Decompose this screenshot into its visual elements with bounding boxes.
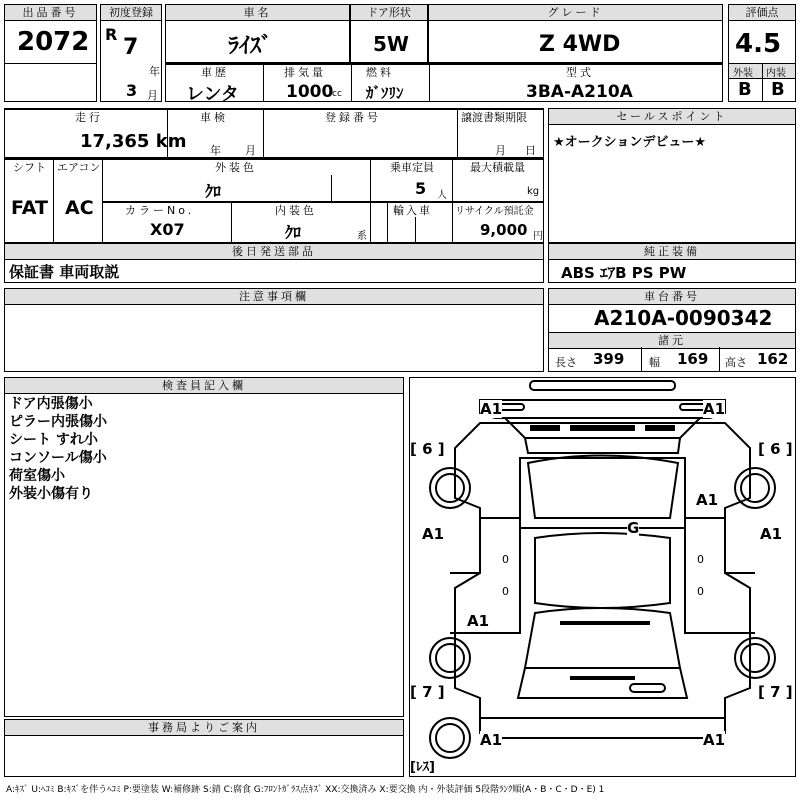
fuel: ｶﾞｿﾘﾝ [366,84,404,102]
mark-a1-fr: A1 [703,400,726,418]
ext-color: ｸﾛ [205,182,222,201]
tire-fl-label: [ 6 ] [410,440,445,458]
tire-fr-label: [ 6 ] [758,440,793,458]
grade-box [428,4,723,63]
car-name: ﾗｲｽﾞ [228,34,273,59]
later-items-label: 後日発送部品 [5,244,543,260]
rear-window [525,608,680,668]
right-doors [685,518,725,633]
wid-label: 幅 [649,356,660,369]
tire-rl-label: [ 7 ] [410,683,445,701]
later-items-box [4,243,544,283]
zero-r: 0 [697,553,704,566]
mark-a1-side-r: A1 [760,525,783,543]
fuel-label: 燃料 [366,66,394,79]
mark-g: G [627,519,640,537]
mark-a1-rr: A1 [703,731,726,749]
office-label: 事務局よりご案内 [5,720,403,736]
info-row [4,108,544,158]
inspector-line: コンソール傷小 [9,450,107,466]
reg-month: 3 [126,81,138,100]
month-unit: 月 [147,89,158,102]
int-color-label: 内装色 [275,204,317,217]
inspector-line: 荷室傷小 [9,468,65,484]
later-items: 保証書 車両取説 [9,263,120,281]
hgt-label: 高さ [725,356,747,369]
first-reg-label: 初度登録 [101,5,161,21]
score-label: 評価点 [729,5,795,21]
import-label: 輸入車 [393,204,432,217]
sales-point-box [548,108,796,243]
notes-box [4,288,544,372]
spec-row [4,158,544,243]
mileage-label: 走行 [75,111,103,124]
equipment-box [548,243,796,283]
zero-l: 0 [502,553,509,566]
aircon: AC [65,197,94,219]
lot-number: 2072 [17,27,90,57]
shift-label: シフト [13,161,46,174]
mileage: 17,365 km [80,131,187,152]
mark-a1-rl: A1 [480,731,503,749]
reg-no-label: 登録番号 [325,111,381,124]
history-label: 車歴 [201,66,229,79]
insp-month: 月 [245,144,256,157]
inspector-box [4,377,404,717]
int-grade: B [771,79,785,100]
lot-box [4,4,97,102]
door-type: 5W [373,32,409,56]
transfer-month: 月 [495,144,506,157]
shift: FAT [11,197,48,219]
capacity: 5 [415,179,427,198]
score: 4.5 [735,29,782,59]
inspector-line: 外装小傷有り [9,486,93,502]
legend: A:ｷｽﾞ U:ﾍｺﾐ B:ｷｽﾞを伴うﾍｺﾐ P:要塗装 W:補修跡 S:錆 C:腐食 G:ﾌﾛﾝﾄｶﾞﾗｽ点ｷｽﾞ XX:交換済み X:要交換 内・外装評価 5段階ﾗﾝｸ順(A・B・C・D・E) 1 [6,785,605,795]
inspection-label: 車検 [200,111,228,124]
year-unit: 年 [149,65,160,78]
car-name-box [165,4,350,63]
capacity-label: 乗車定員 [390,161,434,174]
zero-r2: 0 [697,585,704,598]
mark-a1-side-l: A1 [422,525,445,543]
score-box [728,4,796,102]
length: 399 [593,350,625,368]
office-box [4,719,404,777]
max-load-label: 最大積載量 [470,161,525,174]
color-no-label: カラーNo. [125,204,195,217]
mark-a1-fl: A1 [480,400,503,418]
grade: Z 4WD [539,32,621,57]
height: 162 [757,350,789,368]
int-color: ｸﾛ [285,223,302,242]
transfer-day: 日 [525,144,536,157]
first-reg-box [100,4,162,102]
inspector-lines [9,395,107,503]
door-box [350,4,428,63]
notes-label: 注意事項欄 [5,289,543,305]
mark-a1-right-mid: A1 [696,491,719,509]
inspector-line: ドア内張傷小 [9,396,93,412]
history-row [165,63,723,105]
model-label: 型式 [566,66,594,79]
aircon-label: エアコン [57,161,101,174]
int-color-unit: 系 [357,231,367,242]
recycle-unit: 円 [533,231,543,242]
reg-year: 7 [123,35,139,60]
mark-a1-left-low: A1 [467,612,490,630]
door-label: ドア形状 [351,5,427,21]
chassis-number: A210A-0090342 [594,306,773,330]
tire-rr-label: [ 7 ] [758,683,793,701]
sales-point-label: セールスポイント [549,109,795,125]
displacement-unit: cc [332,89,342,99]
rear-bumper [480,718,725,738]
chassis-box [548,288,796,372]
capacity-unit: 人 [437,190,447,201]
max-load-unit: kg [527,186,540,197]
recycle-label: リサイクル預託金 [455,206,534,217]
specs-label: 諸元 [549,332,795,349]
ext-label: 外装 [733,68,753,79]
lot-label: 出品番号 [5,5,96,21]
recycle: 9,000 [480,221,528,239]
era: R [105,25,118,44]
sales-point: ★オークションデビュー★ [553,135,707,150]
diagram-box [409,377,796,777]
front-bumper-strip [530,381,675,390]
equipment-label: 純正装備 [549,244,795,260]
equipment: ABS ｴｱB PS PW [561,264,687,282]
spare-label: [ﾚｽ] [410,760,435,775]
zero-l2: 0 [502,585,509,598]
transfer-label: 譲渡書類期限 [461,111,527,124]
int-label: 内装 [766,68,786,79]
history: レンタ [186,84,239,105]
displacement: 1000 [286,82,334,102]
len-label: 長さ [555,356,577,369]
inspector-line: ピラー内張傷小 [9,414,107,430]
model: 3BA-A210A [526,82,633,102]
car-name-label: 車名 [166,5,349,21]
car-diagram [410,378,795,776]
color-no: X07 [150,220,185,239]
roof [535,533,670,608]
inspector-line: シート すれ小 [9,432,98,448]
grade-label: グレード [429,5,722,21]
width: 169 [677,350,709,368]
displacement-label: 排気量 [284,66,326,79]
ext-color-label: 外装色 [215,161,257,174]
inspector-label: 検査員記入欄 [5,378,403,394]
chassis-label: 車台番号 [549,289,795,305]
body-outline [455,423,750,718]
ext-grade: B [738,79,752,100]
insp-year: 年 [210,144,221,157]
